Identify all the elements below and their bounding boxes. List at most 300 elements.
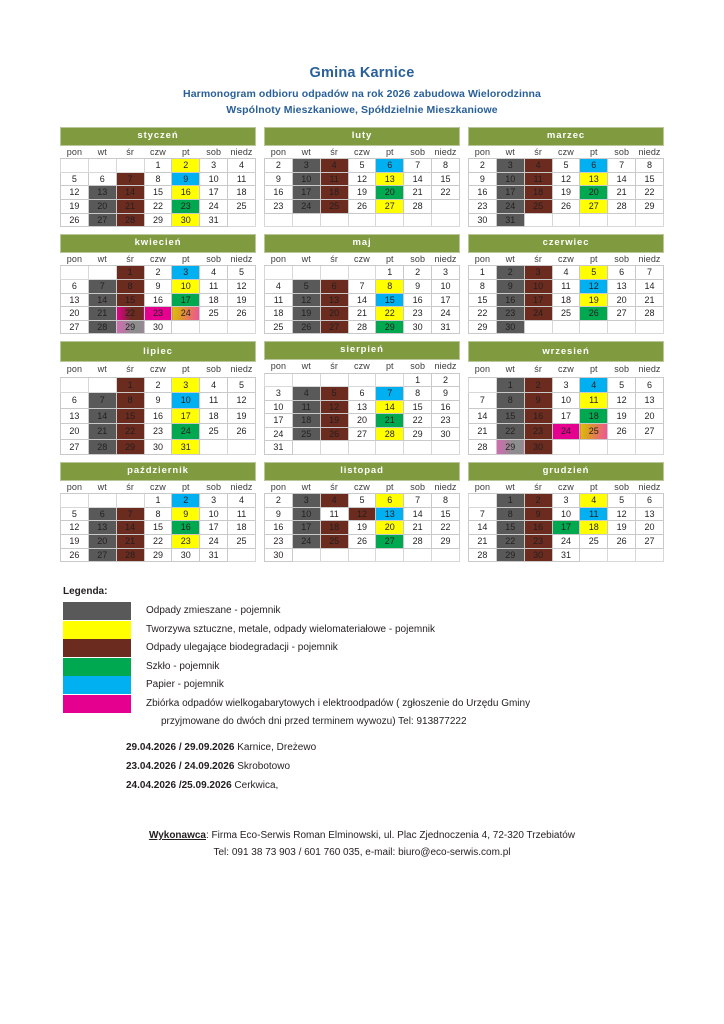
day-cell[interactable]: 29 <box>469 320 497 334</box>
day-cell[interactable]: 1 <box>404 373 432 387</box>
day-cell[interactable]: 7 <box>376 387 404 401</box>
day-cell[interactable]: 1 <box>469 266 497 280</box>
day-cell[interactable]: 11 <box>580 393 608 408</box>
day-cell[interactable]: 19 <box>228 408 256 423</box>
day-cell[interactable]: 29 <box>404 427 432 441</box>
day-cell[interactable]: 12 <box>61 186 89 200</box>
day-cell[interactable]: 19 <box>320 414 348 428</box>
day-cell[interactable]: 22 <box>376 307 404 321</box>
day-cell[interactable]: 23 <box>524 535 552 549</box>
day-cell[interactable]: 20 <box>636 408 664 423</box>
day-cell[interactable]: 8 <box>144 507 172 521</box>
day-cell[interactable]: 11 <box>200 393 228 408</box>
day-cell[interactable]: 6 <box>61 393 89 408</box>
day-cell[interactable]: 28 <box>348 320 376 334</box>
day-cell[interactable]: 22 <box>496 424 524 439</box>
day-cell[interactable]: 27 <box>376 199 404 213</box>
day-cell[interactable]: 16 <box>172 186 200 200</box>
day-cell[interactable]: 22 <box>404 414 432 428</box>
day-cell[interactable]: 21 <box>376 414 404 428</box>
day-cell[interactable]: 26 <box>61 213 89 227</box>
day-cell[interactable]: 21 <box>116 199 144 213</box>
day-cell[interactable]: 2 <box>404 266 432 280</box>
day-cell[interactable]: 13 <box>348 400 376 414</box>
day-cell[interactable]: 21 <box>116 535 144 549</box>
day-cell[interactable]: 14 <box>404 507 432 521</box>
day-cell[interactable]: 1 <box>496 377 524 392</box>
day-cell[interactable]: 16 <box>432 400 460 414</box>
day-cell[interactable]: 17 <box>432 293 460 307</box>
day-cell[interactable]: 11 <box>552 279 580 293</box>
day-cell[interactable]: 27 <box>61 439 89 454</box>
day-cell[interactable]: 4 <box>265 279 293 293</box>
day-cell[interactable]: 24 <box>292 199 320 213</box>
day-cell[interactable]: 15 <box>144 521 172 535</box>
day-cell[interactable]: 24 <box>432 307 460 321</box>
day-cell[interactable]: 3 <box>265 387 293 401</box>
day-cell[interactable]: 26 <box>608 424 636 439</box>
day-cell[interactable]: 17 <box>496 186 524 200</box>
day-cell[interactable]: 24 <box>200 199 228 213</box>
day-cell[interactable]: 4 <box>228 159 256 173</box>
day-cell[interactable]: 1 <box>496 494 524 508</box>
day-cell[interactable]: 9 <box>172 507 200 521</box>
day-cell[interactable]: 19 <box>61 535 89 549</box>
day-cell[interactable]: 12 <box>348 507 376 521</box>
day-cell[interactable]: 5 <box>228 266 256 280</box>
day-cell[interactable]: 27 <box>348 427 376 441</box>
day-cell[interactable]: 29 <box>496 548 524 562</box>
day-cell[interactable]: 12 <box>608 507 636 521</box>
day-cell[interactable]: 25 <box>552 307 580 321</box>
day-cell[interactable]: 19 <box>348 521 376 535</box>
day-cell[interactable]: 6 <box>376 494 404 508</box>
day-cell[interactable]: 27 <box>320 320 348 334</box>
day-cell[interactable]: 30 <box>496 320 524 334</box>
day-cell[interactable]: 6 <box>376 159 404 173</box>
day-cell[interactable]: 7 <box>608 159 636 173</box>
day-cell[interactable]: 13 <box>376 507 404 521</box>
day-cell[interactable]: 22 <box>432 521 460 535</box>
day-cell[interactable]: 5 <box>348 494 376 508</box>
day-cell[interactable]: 10 <box>496 172 524 186</box>
day-cell[interactable]: 10 <box>292 507 320 521</box>
day-cell[interactable]: 8 <box>432 159 460 173</box>
day-cell[interactable]: 30 <box>432 427 460 441</box>
day-cell[interactable]: 8 <box>432 494 460 508</box>
day-cell[interactable]: 20 <box>88 199 116 213</box>
day-cell[interactable]: 22 <box>144 199 172 213</box>
day-cell[interactable]: 5 <box>61 172 89 186</box>
day-cell[interactable]: 12 <box>292 293 320 307</box>
day-cell[interactable]: 6 <box>320 279 348 293</box>
day-cell[interactable]: 22 <box>432 186 460 200</box>
day-cell[interactable]: 15 <box>376 293 404 307</box>
day-cell[interactable]: 19 <box>348 186 376 200</box>
day-cell[interactable]: 15 <box>636 172 664 186</box>
day-cell[interactable]: 23 <box>172 535 200 549</box>
day-cell[interactable]: 31 <box>552 548 580 562</box>
day-cell[interactable]: 23 <box>496 307 524 321</box>
day-cell[interactable]: 25 <box>228 199 256 213</box>
day-cell[interactable]: 29 <box>376 320 404 334</box>
day-cell[interactable]: 27 <box>636 424 664 439</box>
day-cell[interactable]: 13 <box>608 279 636 293</box>
day-cell[interactable]: 20 <box>376 186 404 200</box>
day-cell[interactable]: 22 <box>144 535 172 549</box>
day-cell[interactable]: 21 <box>348 307 376 321</box>
day-cell[interactable]: 3 <box>292 494 320 508</box>
day-cell[interactable]: 23 <box>144 307 172 321</box>
day-cell[interactable]: 14 <box>116 521 144 535</box>
day-cell[interactable]: 4 <box>200 377 228 392</box>
day-cell[interactable]: 4 <box>320 159 348 173</box>
day-cell[interactable]: 29 <box>144 548 172 562</box>
day-cell[interactable]: 26 <box>292 320 320 334</box>
day-cell[interactable]: 17 <box>172 408 200 423</box>
day-cell[interactable]: 29 <box>144 213 172 227</box>
day-cell[interactable]: 4 <box>228 494 256 508</box>
day-cell[interactable]: 11 <box>200 279 228 293</box>
day-cell[interactable]: 5 <box>608 494 636 508</box>
day-cell[interactable]: 23 <box>469 199 497 213</box>
day-cell[interactable]: 29 <box>116 439 144 454</box>
day-cell[interactable]: 5 <box>320 387 348 401</box>
day-cell[interactable]: 23 <box>432 414 460 428</box>
day-cell[interactable]: 8 <box>496 507 524 521</box>
day-cell[interactable]: 13 <box>580 172 608 186</box>
day-cell[interactable]: 30 <box>524 548 552 562</box>
day-cell[interactable]: 28 <box>404 535 432 549</box>
day-cell[interactable]: 24 <box>292 535 320 549</box>
day-cell[interactable]: 12 <box>228 393 256 408</box>
day-cell[interactable]: 21 <box>404 186 432 200</box>
day-cell[interactable]: 5 <box>348 159 376 173</box>
day-cell[interactable]: 27 <box>376 535 404 549</box>
day-cell[interactable]: 8 <box>404 387 432 401</box>
day-cell[interactable]: 7 <box>88 393 116 408</box>
day-cell[interactable]: 27 <box>88 213 116 227</box>
day-cell[interactable]: 26 <box>348 535 376 549</box>
day-cell[interactable]: 14 <box>404 172 432 186</box>
day-cell[interactable]: 19 <box>552 186 580 200</box>
day-cell[interactable]: 13 <box>88 186 116 200</box>
day-cell[interactable]: 6 <box>636 494 664 508</box>
day-cell[interactable]: 5 <box>292 279 320 293</box>
day-cell[interactable]: 2 <box>265 159 293 173</box>
day-cell[interactable]: 10 <box>552 393 580 408</box>
day-cell[interactable]: 20 <box>348 414 376 428</box>
day-cell[interactable]: 11 <box>320 172 348 186</box>
day-cell[interactable]: 27 <box>636 535 664 549</box>
day-cell[interactable]: 30 <box>524 439 552 454</box>
day-cell[interactable]: 18 <box>552 293 580 307</box>
day-cell[interactable]: 18 <box>265 307 293 321</box>
day-cell[interactable]: 8 <box>496 393 524 408</box>
day-cell[interactable]: 10 <box>432 279 460 293</box>
day-cell[interactable]: 19 <box>608 408 636 423</box>
day-cell[interactable]: 6 <box>348 387 376 401</box>
day-cell[interactable]: 12 <box>348 172 376 186</box>
day-cell[interactable]: 1 <box>116 266 144 280</box>
day-cell[interactable]: 17 <box>552 408 580 423</box>
day-cell[interactable]: 7 <box>404 159 432 173</box>
day-cell[interactable]: 24 <box>172 307 200 321</box>
day-cell[interactable]: 25 <box>580 535 608 549</box>
day-cell[interactable]: 9 <box>469 172 497 186</box>
day-cell[interactable]: 31 <box>200 213 228 227</box>
day-cell[interactable]: 20 <box>320 307 348 321</box>
day-cell[interactable]: 15 <box>116 293 144 307</box>
day-cell[interactable]: 7 <box>116 507 144 521</box>
day-cell[interactable]: 18 <box>200 293 228 307</box>
day-cell[interactable]: 4 <box>200 266 228 280</box>
day-cell[interactable]: 20 <box>61 307 89 321</box>
day-cell[interactable]: 12 <box>61 521 89 535</box>
day-cell[interactable]: 18 <box>320 521 348 535</box>
day-cell[interactable]: 15 <box>469 293 497 307</box>
day-cell[interactable]: 16 <box>496 293 524 307</box>
day-cell[interactable]: 23 <box>404 307 432 321</box>
day-cell[interactable]: 18 <box>580 521 608 535</box>
day-cell[interactable]: 23 <box>144 424 172 439</box>
day-cell[interactable]: 24 <box>524 307 552 321</box>
day-cell[interactable]: 30 <box>144 320 172 334</box>
day-cell[interactable]: 13 <box>320 293 348 307</box>
day-cell[interactable]: 7 <box>404 494 432 508</box>
day-cell[interactable]: 17 <box>292 521 320 535</box>
day-cell[interactable]: 28 <box>116 548 144 562</box>
day-cell[interactable]: 23 <box>172 199 200 213</box>
day-cell[interactable]: 20 <box>636 521 664 535</box>
day-cell[interactable]: 6 <box>88 507 116 521</box>
day-cell[interactable]: 18 <box>580 408 608 423</box>
day-cell[interactable]: 7 <box>636 266 664 280</box>
day-cell[interactable]: 28 <box>404 199 432 213</box>
day-cell[interactable]: 23 <box>265 535 293 549</box>
day-cell[interactable]: 1 <box>116 377 144 392</box>
day-cell[interactable]: 28 <box>376 427 404 441</box>
day-cell[interactable]: 26 <box>348 199 376 213</box>
day-cell[interactable]: 8 <box>116 393 144 408</box>
day-cell[interactable]: 31 <box>496 213 524 227</box>
day-cell[interactable]: 25 <box>320 535 348 549</box>
day-cell[interactable]: 24 <box>172 424 200 439</box>
day-cell[interactable]: 2 <box>432 373 460 387</box>
day-cell[interactable]: 24 <box>265 427 293 441</box>
day-cell[interactable]: 10 <box>265 400 293 414</box>
day-cell[interactable]: 2 <box>496 266 524 280</box>
day-cell[interactable]: 7 <box>116 172 144 186</box>
day-cell[interactable]: 5 <box>228 377 256 392</box>
day-cell[interactable]: 28 <box>608 199 636 213</box>
day-cell[interactable]: 19 <box>292 307 320 321</box>
day-cell[interactable]: 11 <box>228 507 256 521</box>
day-cell[interactable]: 18 <box>320 186 348 200</box>
day-cell[interactable]: 11 <box>524 172 552 186</box>
day-cell[interactable]: 19 <box>61 199 89 213</box>
day-cell[interactable]: 2 <box>524 377 552 392</box>
day-cell[interactable]: 15 <box>496 408 524 423</box>
day-cell[interactable]: 14 <box>636 279 664 293</box>
day-cell[interactable]: 6 <box>88 172 116 186</box>
day-cell[interactable]: 14 <box>88 293 116 307</box>
day-cell[interactable]: 26 <box>228 307 256 321</box>
day-cell[interactable]: 8 <box>144 172 172 186</box>
day-cell[interactable]: 3 <box>432 266 460 280</box>
day-cell[interactable]: 29 <box>636 199 664 213</box>
day-cell[interactable]: 26 <box>228 424 256 439</box>
day-cell[interactable]: 14 <box>88 408 116 423</box>
day-cell[interactable]: 26 <box>320 427 348 441</box>
day-cell[interactable]: 24 <box>552 535 580 549</box>
day-cell[interactable]: 24 <box>496 199 524 213</box>
day-cell[interactable]: 16 <box>524 408 552 423</box>
day-cell[interactable]: 9 <box>265 507 293 521</box>
day-cell[interactable]: 25 <box>580 424 608 439</box>
day-cell[interactable]: 23 <box>265 199 293 213</box>
day-cell[interactable]: 16 <box>404 293 432 307</box>
day-cell[interactable]: 14 <box>376 400 404 414</box>
day-cell[interactable]: 2 <box>469 159 497 173</box>
day-cell[interactable]: 7 <box>469 507 497 521</box>
day-cell[interactable]: 9 <box>496 279 524 293</box>
day-cell[interactable]: 3 <box>200 159 228 173</box>
day-cell[interactable]: 5 <box>608 377 636 392</box>
day-cell[interactable]: 30 <box>404 320 432 334</box>
day-cell[interactable]: 9 <box>404 279 432 293</box>
day-cell[interactable]: 13 <box>376 172 404 186</box>
day-cell[interactable]: 7 <box>469 393 497 408</box>
day-cell[interactable]: 28 <box>636 307 664 321</box>
day-cell[interactable]: 16 <box>469 186 497 200</box>
day-cell[interactable]: 21 <box>608 186 636 200</box>
day-cell[interactable]: 15 <box>496 521 524 535</box>
day-cell[interactable]: 30 <box>172 548 200 562</box>
day-cell[interactable]: 6 <box>636 377 664 392</box>
day-cell[interactable]: 16 <box>144 408 172 423</box>
day-cell[interactable]: 27 <box>88 548 116 562</box>
day-cell[interactable]: 25 <box>320 199 348 213</box>
day-cell[interactable]: 6 <box>580 159 608 173</box>
day-cell[interactable]: 26 <box>552 199 580 213</box>
day-cell[interactable]: 1 <box>376 266 404 280</box>
day-cell[interactable]: 29 <box>496 439 524 454</box>
day-cell[interactable]: 5 <box>61 507 89 521</box>
day-cell[interactable]: 25 <box>524 199 552 213</box>
day-cell[interactable]: 28 <box>469 548 497 562</box>
day-cell[interactable]: 7 <box>348 279 376 293</box>
day-cell[interactable]: 30 <box>265 548 293 562</box>
day-cell[interactable]: 10 <box>524 279 552 293</box>
day-cell[interactable]: 1 <box>144 494 172 508</box>
day-cell[interactable]: 26 <box>580 307 608 321</box>
day-cell[interactable]: 24 <box>200 535 228 549</box>
day-cell[interactable]: 5 <box>580 266 608 280</box>
day-cell[interactable]: 15 <box>432 507 460 521</box>
day-cell[interactable]: 3 <box>172 377 200 392</box>
day-cell[interactable]: 20 <box>608 293 636 307</box>
day-cell[interactable]: 13 <box>636 393 664 408</box>
day-cell[interactable]: 25 <box>200 307 228 321</box>
day-cell[interactable]: 9 <box>144 279 172 293</box>
day-cell[interactable]: 22 <box>116 424 144 439</box>
day-cell[interactable]: 17 <box>292 186 320 200</box>
day-cell[interactable]: 15 <box>432 172 460 186</box>
day-cell[interactable]: 13 <box>88 521 116 535</box>
day-cell[interactable]: 28 <box>88 320 116 334</box>
day-cell[interactable]: 9 <box>524 507 552 521</box>
day-cell[interactable]: 16 <box>172 521 200 535</box>
day-cell[interactable]: 10 <box>552 507 580 521</box>
day-cell[interactable]: 22 <box>636 186 664 200</box>
day-cell[interactable]: 2 <box>172 494 200 508</box>
day-cell[interactable]: 21 <box>404 521 432 535</box>
day-cell[interactable]: 3 <box>524 266 552 280</box>
day-cell[interactable]: 14 <box>608 172 636 186</box>
day-cell[interactable]: 17 <box>200 521 228 535</box>
day-cell[interactable]: 12 <box>580 279 608 293</box>
day-cell[interactable]: 18 <box>200 408 228 423</box>
day-cell[interactable]: 4 <box>580 494 608 508</box>
day-cell[interactable]: 13 <box>636 507 664 521</box>
day-cell[interactable]: 22 <box>116 307 144 321</box>
day-cell[interactable]: 10 <box>172 393 200 408</box>
day-cell[interactable]: 21 <box>636 293 664 307</box>
day-cell[interactable]: 20 <box>376 521 404 535</box>
day-cell[interactable]: 21 <box>88 424 116 439</box>
day-cell[interactable]: 31 <box>172 439 200 454</box>
day-cell[interactable]: 5 <box>552 159 580 173</box>
day-cell[interactable]: 14 <box>469 521 497 535</box>
day-cell[interactable]: 16 <box>144 293 172 307</box>
day-cell[interactable]: 13 <box>61 293 89 307</box>
day-cell[interactable]: 27 <box>61 320 89 334</box>
day-cell[interactable]: 17 <box>200 186 228 200</box>
day-cell[interactable]: 2 <box>172 159 200 173</box>
day-cell[interactable]: 2 <box>265 494 293 508</box>
day-cell[interactable]: 3 <box>292 159 320 173</box>
day-cell[interactable]: 17 <box>172 293 200 307</box>
day-cell[interactable]: 21 <box>469 535 497 549</box>
day-cell[interactable]: 10 <box>200 507 228 521</box>
day-cell[interactable]: 27 <box>608 307 636 321</box>
day-cell[interactable]: 3 <box>496 159 524 173</box>
day-cell[interactable]: 23 <box>524 424 552 439</box>
day-cell[interactable]: 4 <box>552 266 580 280</box>
day-cell[interactable]: 12 <box>320 400 348 414</box>
day-cell[interactable]: 9 <box>144 393 172 408</box>
day-cell[interactable]: 29 <box>116 320 144 334</box>
day-cell[interactable]: 6 <box>61 279 89 293</box>
day-cell[interactable]: 15 <box>404 400 432 414</box>
day-cell[interactable]: 11 <box>292 400 320 414</box>
day-cell[interactable]: 8 <box>469 279 497 293</box>
day-cell[interactable]: 3 <box>200 494 228 508</box>
day-cell[interactable]: 8 <box>376 279 404 293</box>
day-cell[interactable]: 6 <box>608 266 636 280</box>
day-cell[interactable]: 22 <box>496 535 524 549</box>
day-cell[interactable]: 11 <box>228 172 256 186</box>
day-cell[interactable]: 10 <box>200 172 228 186</box>
day-cell[interactable]: 17 <box>524 293 552 307</box>
day-cell[interactable]: 25 <box>228 535 256 549</box>
day-cell[interactable]: 24 <box>552 424 580 439</box>
day-cell[interactable]: 16 <box>524 521 552 535</box>
day-cell[interactable]: 4 <box>292 387 320 401</box>
day-cell[interactable]: 2 <box>144 377 172 392</box>
day-cell[interactable]: 26 <box>61 548 89 562</box>
